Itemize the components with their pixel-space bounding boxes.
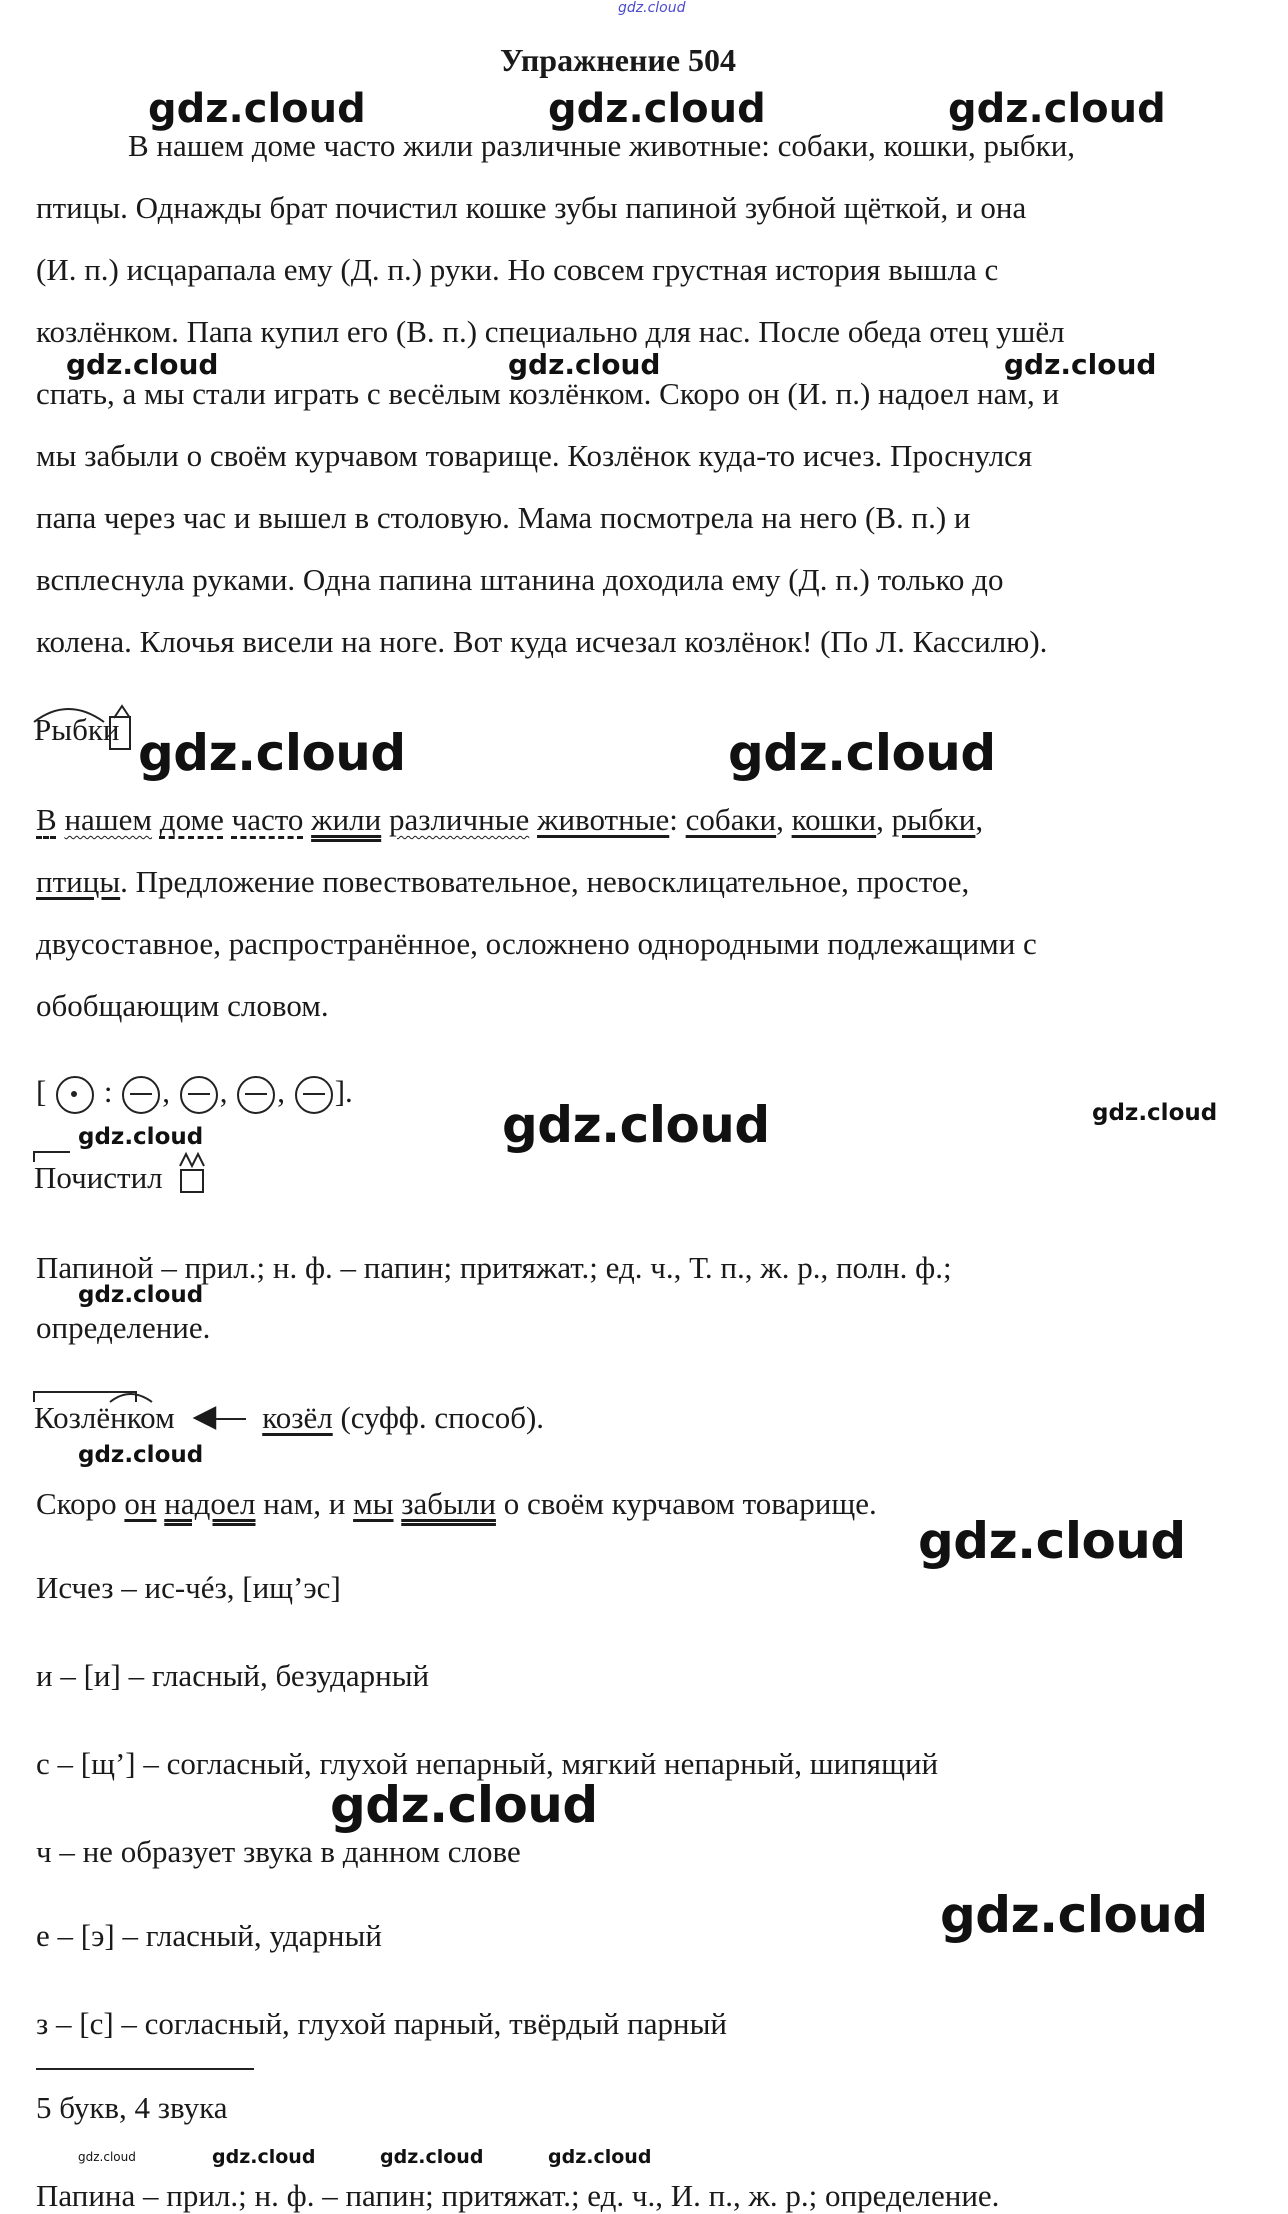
punct: :	[669, 802, 678, 837]
word: собаки	[685, 802, 777, 837]
word: нашем	[64, 802, 153, 837]
phonetic-line: ч – не образует звука в данном слове	[36, 1834, 521, 1869]
member-circle	[180, 1076, 218, 1114]
watermark: gdz.cloud	[508, 348, 661, 381]
watermark: gdz.cloud	[78, 1442, 204, 1468]
source-word: козёл	[262, 1400, 333, 1435]
passage-line: В нашем доме часто жили различные животные: собаки, кошки, рыбки,	[128, 128, 1076, 163]
word: Скоро	[36, 1486, 117, 1521]
sentence-analysis-line: В нашем доме часто жили различные животные: собаки, кошки, рыбки,	[36, 802, 984, 837]
watermark: gdz.cloud	[148, 86, 366, 132]
word: часто	[231, 802, 304, 837]
word-text: Почистил	[34, 1160, 163, 1195]
generalizing-word-circle	[56, 1076, 94, 1114]
word: надоел	[164, 1486, 256, 1521]
passage-line: мы забыли о своём курчавом товарище. Козлёнок куда-то исчез. Проснулся	[36, 438, 1033, 473]
derived-word: Козлёнком	[34, 1400, 175, 1435]
sentence-analysis-line	[36, 864, 969, 900]
morph-analysis-papinoy: Папиной – прил.; н. ф. – папин; притяжат.; ед. ч., Т. п., ж. р., полн. ф.;	[36, 1250, 952, 1285]
watermark: gdz.cloud	[948, 86, 1166, 132]
passage-line: птицы. Однажды брат почистил кошке зубы папиной зубной щёткой, и она	[36, 190, 1027, 225]
characteristic: . Предложение повествовательное, невосклицательное, простое,	[120, 864, 970, 899]
morph-analysis-papinoy: определение.	[36, 1310, 211, 1345]
phonetic-line: е – [э] – гласный, ударный	[36, 1918, 382, 1953]
arrow-left-icon: ◀	[192, 1398, 246, 1434]
morpheme-marks-rybki	[30, 692, 140, 732]
passage-line: папа через час и вышел в столовую. Мама посмотрела на него (В. п.) и	[36, 500, 971, 535]
word: нам, и	[263, 1486, 346, 1521]
top-watermark: gdz.cloud	[618, 0, 686, 16]
watermark: gdz.cloud	[78, 1124, 204, 1150]
watermark: gdz.cloud	[502, 1096, 770, 1154]
sentence-analysis-line: двусоставное, распространённое, осложнено однородными подлежащими с	[36, 926, 1037, 961]
phonetic-line: с – [щ’] – согласный, глухой непарный, мягкий непарный, шипящий	[36, 1746, 939, 1781]
watermark: gdz.cloud	[548, 86, 766, 132]
word: В	[36, 802, 57, 837]
word: забыли	[401, 1486, 496, 1521]
passage-line: (И. п.) исцарапала ему (Д. п.) руки. Но совсем грустная история вышла с	[36, 252, 999, 287]
punct: ,	[162, 1074, 170, 1109]
watermark: gdz.cloud	[1092, 1100, 1218, 1126]
bracket: ].	[334, 1074, 353, 1109]
word: он	[124, 1486, 157, 1521]
sentence-scheme	[36, 1072, 353, 1114]
derivation-note: (суфф. способ).	[340, 1400, 545, 1435]
morph-analysis-papina: Папина – прил.; н. ф. – папин; притяжат.; ед. ч., И. п., ж. р.; определение.	[36, 2178, 1000, 2213]
member-circle	[237, 1076, 275, 1114]
sentence-analysis-line: обобщающим словом.	[36, 988, 329, 1023]
word: различные	[388, 802, 530, 837]
member-circle	[122, 1076, 160, 1114]
watermark: gdz.cloud	[78, 2150, 136, 2164]
watermark: gdz.cloud	[330, 1776, 598, 1834]
word: птицы	[36, 864, 121, 899]
watermark: gdz.cloud	[66, 348, 219, 381]
phonetic-line: з – [с] – согласный, глухой парный, твёрдый парный	[36, 2006, 728, 2041]
page-title: Упражнение 504	[500, 42, 737, 78]
derivation-marks	[30, 1380, 200, 1410]
punct: ,	[277, 1074, 285, 1109]
passage-line: козлёнком. Папа купил его (В. п.) специально для нас. После обеда отец ушёл	[36, 314, 1065, 349]
phonetic-header: Исчез – ис-чéз, [ищ’эс]	[36, 1570, 341, 1605]
word: жили	[311, 802, 382, 837]
phonetic-line: и – [и] – гласный, безударный	[36, 1658, 430, 1693]
word: доме	[159, 802, 224, 837]
word: животные	[537, 802, 670, 837]
watermark: gdz.cloud	[380, 2146, 484, 2168]
watermark: gdz.cloud	[548, 2146, 652, 2168]
bracket: [	[36, 1074, 47, 1109]
word: кошки	[791, 802, 877, 837]
watermark: gdz.cloud	[728, 724, 996, 782]
watermark: gdz.cloud	[138, 724, 406, 782]
word: мы	[353, 1486, 394, 1521]
watermark: gdz.cloud	[78, 1282, 204, 1308]
watermark: gdz.cloud	[1004, 348, 1157, 381]
phonetic-summary: 5 букв, 4 звука	[36, 2090, 228, 2125]
punct: :	[103, 1074, 113, 1109]
word-text: Рыбки	[34, 712, 120, 747]
punct: ,	[219, 1074, 228, 1109]
passage-line: спать, а мы стали играть с весёлым козлёнком. Скоро он (И. п.) надоел нам, и	[36, 376, 1060, 411]
watermark: gdz.cloud	[918, 1512, 1186, 1570]
passage-line: всплеснула руками. Одна папина штанина доходила ему (Д. п.) только до	[36, 562, 1004, 597]
watermark: gdz.cloud	[940, 1886, 1208, 1944]
sentence-2	[36, 1486, 877, 1522]
divider	[36, 2068, 254, 2070]
passage-line: колена. Клочья висели на ноге. Вот куда исчезал козлёнок! (По Л. Кассилю).	[36, 624, 1048, 659]
word: рыбки	[891, 802, 976, 837]
member-circle	[295, 1076, 333, 1114]
word: о своём курчавом товарище.	[503, 1486, 877, 1521]
watermark: gdz.cloud	[212, 2146, 316, 2168]
